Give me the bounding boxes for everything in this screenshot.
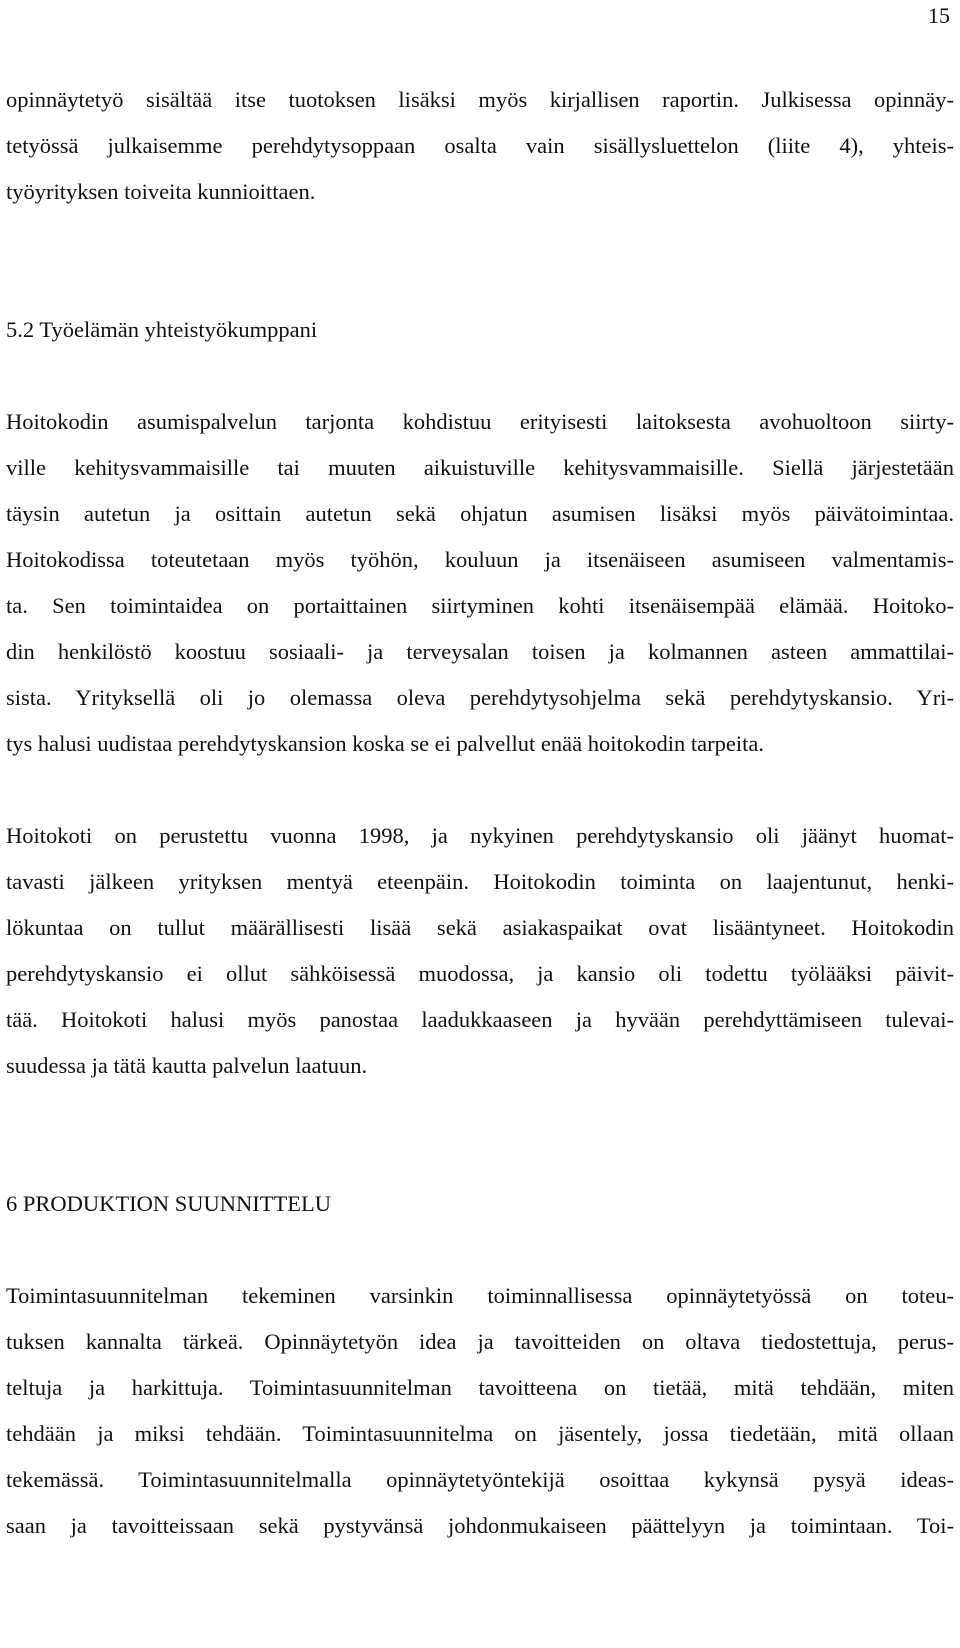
spacer bbox=[6, 1089, 954, 1181]
paragraph-line: saan ja tavoitteissaan sekä pystyvänsä johdonmukaiseen päättelyyn ja toimintaan. Toi- bbox=[6, 1513, 954, 1538]
paragraph-line: tää. Hoitokoti halusi myös panostaa laadukkaaseen ja hyvään perehdyttämiseen tulevai- bbox=[6, 1007, 954, 1032]
intro-paragraph bbox=[6, 77, 954, 215]
paragraph-line: tetyössä julkaisemme perehdytysoppaan osalta vain sisällysluettelon (liite 4), yhteis- bbox=[6, 133, 954, 158]
page-number: 15 bbox=[928, 3, 950, 28]
spacer bbox=[6, 353, 954, 399]
paragraph-line: opinnäytetyö sisältää itse tuotoksen lisäksi myös kirjallisen raportin. Julkisessa opinnäy- bbox=[6, 87, 954, 112]
paragraph-line: Toimintasuunnitelman tekeminen varsinkin toiminnallisessa opinnäytetyössä on toteu- bbox=[6, 1283, 954, 1308]
paragraph-line: Hoitokodin asumispalvelun tarjonta kohdistuu erityisesti laitoksesta avohuoltoon siirty- bbox=[6, 409, 954, 434]
paragraph-line: tehdään ja miksi tehdään. Toimintasuunnitelma on jäsentely, jossa tiedetään, mitä ollaan bbox=[6, 1421, 954, 1446]
spacer bbox=[6, 1227, 954, 1273]
paragraph-line: työyrityksen toiveita kunnioittaen. bbox=[6, 179, 316, 204]
paragraph-line: teltuja ja harkittuja. Toimintasuunnitelman tavoitteena on tietää, mitä tehdään, miten bbox=[6, 1375, 954, 1400]
paragraph-line: tavasti jälkeen yrityksen mentyä eteenpäin. Hoitokodin toiminta on laajentunut, henki- bbox=[6, 869, 954, 894]
paragraph-line: lökuntaa on tullut määrällisesti lisää sekä asiakaspaikat ovat lisääntyneet. Hoitokodin bbox=[6, 915, 954, 940]
document-body bbox=[6, 77, 954, 1549]
paragraph-line: Hoitokoti on perustettu vuonna 1998, ja nykyinen perehdytyskansio oli jäänyt huomat- bbox=[6, 823, 954, 848]
section-6-paragraph-1 bbox=[6, 1273, 954, 1549]
paragraph-line: sista. Yrityksellä oli jo olemassa oleva perehdytysohjelma sekä perehdytyskansio. Yri- bbox=[6, 685, 954, 710]
paragraph-line: ta. Sen toimintaidea on portaittainen siirtyminen kohti itsenäisempää elämää. Hoitoko- bbox=[6, 593, 954, 618]
paragraph-line: ville kehitysvammaisille tai muuten aikuistuville kehitysvammaisille. Siellä järjestetään bbox=[6, 455, 954, 480]
paragraph-line: tys halusi uudistaa perehdytyskansion koska se ei palvellut enää hoitokodin tarpeita. bbox=[6, 731, 764, 756]
paragraph-line: täysin autetun ja osittain autetun sekä ohjatun asumisen lisäksi myös päivätoimintaa. bbox=[6, 501, 954, 526]
spacer bbox=[6, 767, 954, 813]
paragraph-line: Hoitokodissa toteutetaan myös työhön, kouluun ja itsenäiseen asumiseen valmentamis- bbox=[6, 547, 954, 572]
section-5-2-paragraph-2 bbox=[6, 813, 954, 1089]
section-5-2-paragraph-1 bbox=[6, 399, 954, 767]
paragraph-line: din henkilöstö koostuu sosiaali- ja terveysalan toisen ja kolmannen asteen ammattilai- bbox=[6, 639, 954, 664]
section-heading-5-2: 5.2 Työelämän yhteistyökumppani bbox=[6, 317, 318, 342]
paragraph-line: tuksen kannalta tärkeä. Opinnäytetyön idea ja tavoitteiden on oltava tiedostettuja, perus- bbox=[6, 1329, 954, 1354]
section-heading-6: 6 PRODUKTION SUUNNITTELU bbox=[6, 1191, 331, 1216]
paragraph-line: perehdytyskansio ei ollut sähköisessä muodossa, ja kansio oli todettu työlääksi päivit- bbox=[6, 961, 954, 986]
paragraph-line: suudessa ja tätä kautta palvelun laatuun. bbox=[6, 1053, 368, 1078]
paragraph-line: tekemässä. Toimintasuunnitelmalla opinnäytetyöntekijä osoittaa kykynsä pysyä ideas- bbox=[6, 1467, 954, 1492]
spacer bbox=[6, 215, 954, 307]
